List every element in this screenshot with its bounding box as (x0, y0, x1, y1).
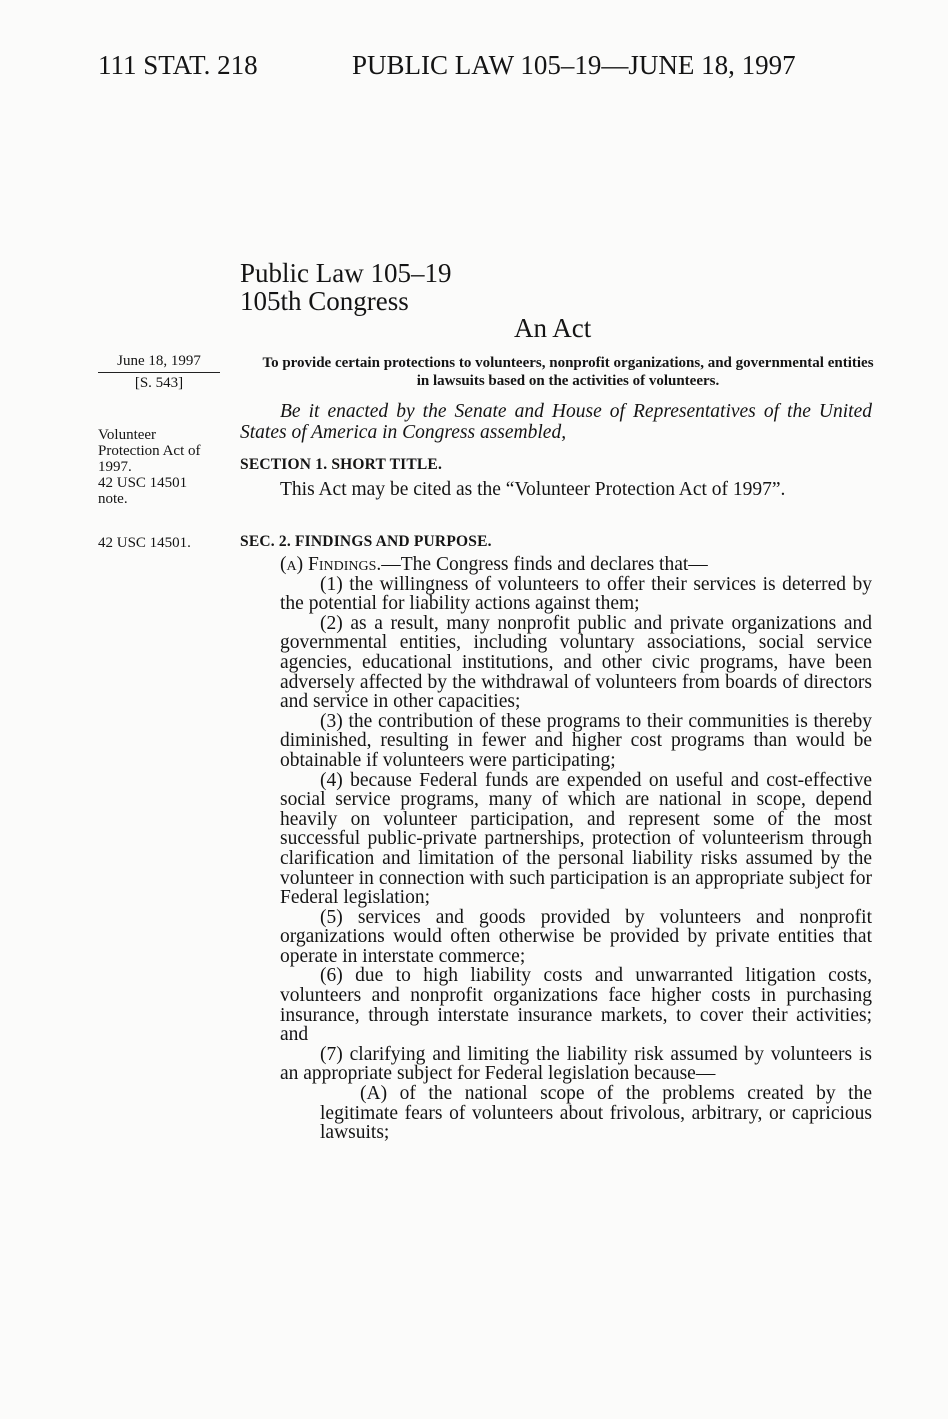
findings-intro (280, 555, 872, 575)
enacting-clause: Be it enacted by the Senate and House of Representatives of the United States of America in Congress assembled, (240, 401, 872, 443)
enactment-date: June 18, 1997 (98, 353, 220, 373)
margin-note-line: Volunteer (98, 427, 157, 443)
section-1-text: This Act may be cited as the “Volunteer Protection Act of 1997”. (280, 479, 786, 500)
section-1-heading: SECTION 1. SHORT TITLE. (240, 456, 443, 473)
finding-item: (4) because Federal funds are expended on useful and cost-effective social service programs, many of which are national in scope, depend heavily on volunteer participation, and represent some of the most successful public-private partnerships, protection of volunteerism through clarification and limitation of the personal liability risks assumed by the volunteer in connection with such participation is an appropriate subject for Federal legislation; (280, 769, 872, 909)
finding-subitem: (A) of the national scope of the problems created by the legitimate fears of volunteers about frivolous, arbitrary, or capricious lawsuits; (320, 1083, 872, 1144)
margin-note-findings: 42 USC 14501. (98, 535, 191, 551)
margin-note-line: 1997. (98, 459, 132, 475)
congress-title: 105th Congress (240, 286, 409, 316)
stat-page-number: 111 STAT. 218 (98, 50, 258, 80)
finding-item: (3) the contribution of these programs to their communities is thereby diminished, resulting in fewer and higher cost programs than would be obtainable if volunteers were participating; (280, 710, 872, 771)
an-act-heading: An Act (514, 313, 592, 343)
finding-item: (1) the willingness of volunteers to offer their services is deterred by the potential for liability actions against them; (280, 573, 872, 615)
findings-lead: —The Congress finds and declares that— (381, 554, 708, 575)
bill-number: [S. 543] (134, 375, 184, 391)
margin-note-short-title (98, 427, 228, 507)
public-law-title: Public Law 105–19 (240, 258, 452, 288)
finding-item: (2) as a result, many nonprofit public and private organizations and governmental entities, including voluntary associations, social service agencies, educational institutions, and other civic programs, have been adversely affected by the withdrawal of volunteers from boards of directors and service in other capacities; (280, 612, 872, 713)
findings-body (280, 555, 872, 1143)
section-2-heading: SEC. 2. FINDINGS AND PURPOSE. (240, 533, 492, 550)
findings-label: (a) Findings. (280, 554, 382, 575)
margin-note-line: Protection Act of (98, 443, 201, 459)
law-date-line: PUBLIC LAW 105–19—JUNE 18, 1997 (352, 50, 796, 80)
finding-item: (7) clarifying and limiting the liability risk assumed by volunteers is an appropriate subject for Federal legislation because— (280, 1043, 872, 1085)
act-purpose: To provide certain protections to volunteers, nonprofit organizations, and governmental entities in lawsuits based on the activities of volunteers. (262, 355, 874, 389)
margin-note-line: 42 USC 14501 (98, 475, 188, 491)
finding-item: (5) services and goods provided by volunteers and nonprofit organizations would often otherwise be provided by private entities that operate in interstate commerce; (280, 906, 872, 967)
finding-item: (6) due to high liability costs and unwarranted litigation costs, volunteers and nonprofit organizations face higher costs in purchasing insurance, through interstate insurance markets, to cover their activities; and (280, 965, 872, 1046)
margin-note-line: note. (98, 491, 128, 507)
